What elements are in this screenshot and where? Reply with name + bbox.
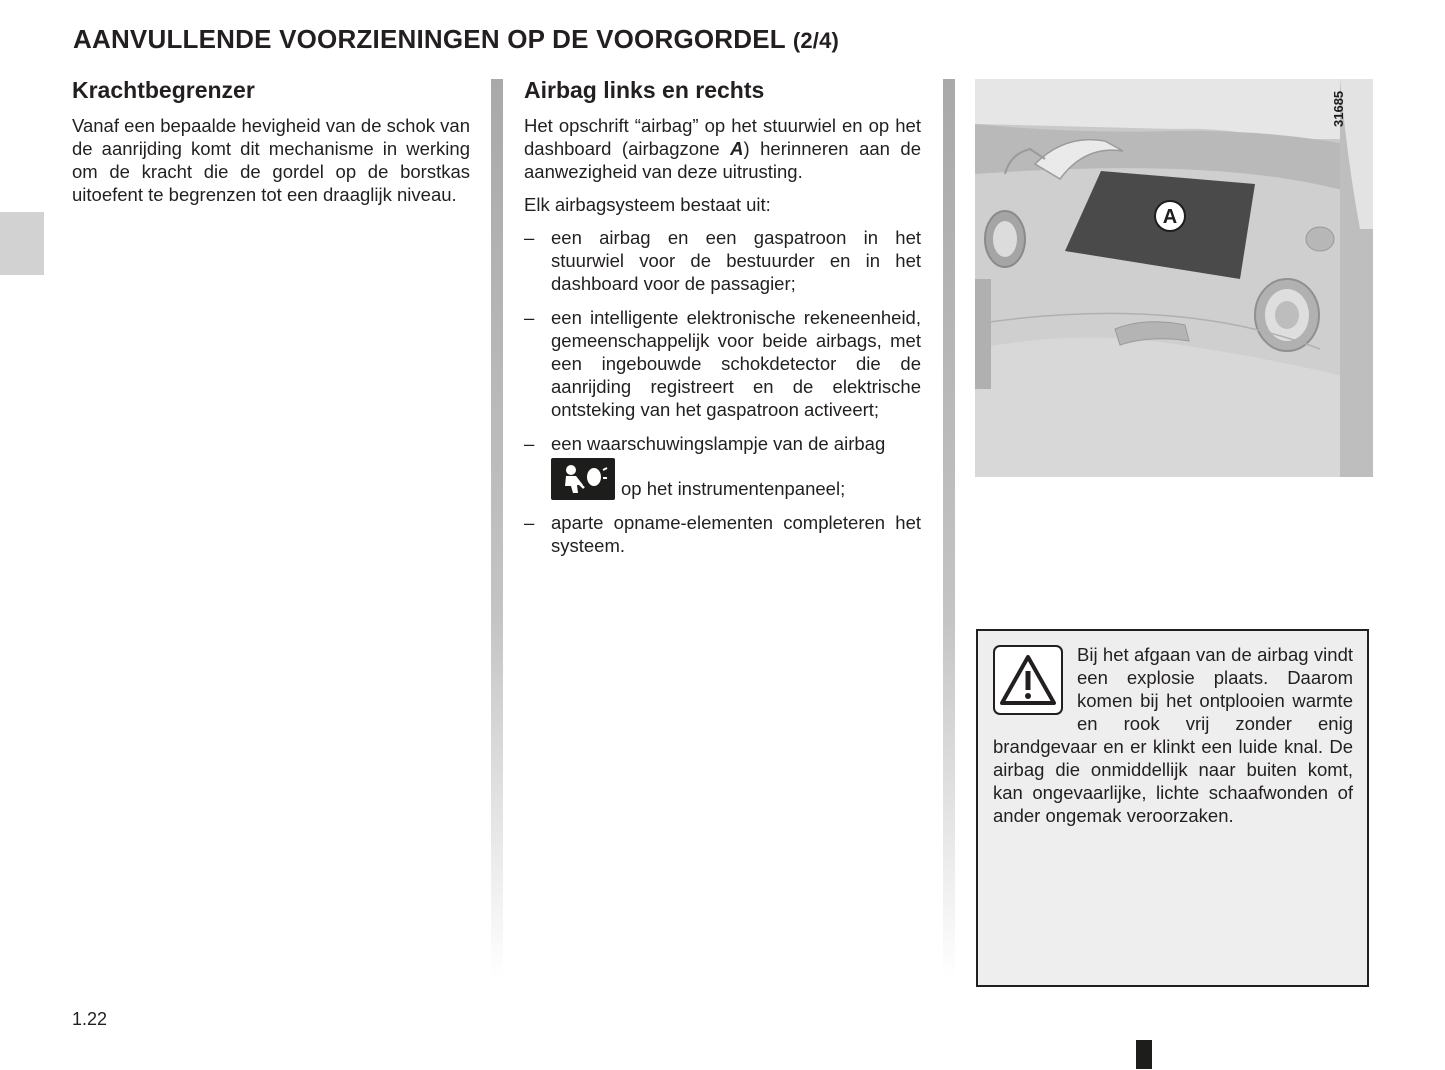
list-item-text: een airbag en een gaspatroon in het stuurwiel voor de bestuurder en in het dashboard voor de passagier; (551, 227, 921, 294)
page-title-part-indicator: (2/4) (792, 28, 840, 53)
airbag-warning-light-icon (551, 458, 615, 500)
illustration-reference-number: 31685 (1331, 90, 1346, 127)
airbag-zone-reference: A (730, 138, 744, 159)
dash-bullet: – (524, 227, 535, 248)
list-item (524, 511, 921, 557)
dash-bullet: – (524, 433, 535, 454)
list-item (524, 226, 921, 295)
dash-bullet: – (524, 307, 535, 328)
force-limiter-heading: Krachtbegrenzer (72, 77, 255, 103)
list-item-text: aparte opname-elementen completeren het systeem. (551, 512, 921, 556)
airbag-system-intro: Elk airbagsysteem bestaat uit: (524, 194, 771, 215)
airbag-heading: Airbag links en rechts (524, 77, 765, 103)
section-end-marker (1136, 1040, 1152, 1069)
warning-triangle-icon (993, 645, 1063, 715)
force-limiter-body: Vanaf een bepaalde hevigheid van de schok van de aanrijding komt dit mechanisme in werking om de kracht die de gordel op de borstkas uitoefent te begrenzen tot een draaglijk niveau. (72, 115, 470, 205)
column-divider-right (943, 79, 955, 979)
airbag-intro-part2: ) herinneren aan de aanwezigheid van deze uitrusting. (524, 138, 921, 182)
airbag-component-list (524, 226, 921, 557)
chapter-side-tab (0, 212, 44, 275)
warning-box (976, 629, 1369, 987)
airbag-intro (524, 114, 921, 183)
list-item (524, 432, 921, 500)
list-item-text: een waarschuwingslampje van de airbag (551, 433, 886, 454)
page-number: 1.22 (72, 1009, 108, 1029)
column-divider-left (491, 79, 503, 979)
warning-text: Bij het afgaan van de airbag vindt een explosie plaats. Daarom komen bij het ontplooien warmte en rook vrij zonder enig brandgevaar en er klinkt een luide knal. De airbag die onmiddellijk naar buiten komt, kan ongevaarlijke, lichte schaafwonden of ander ongemak veroorzaken. (993, 644, 1353, 826)
airbag-zone-label: A (1162, 206, 1178, 228)
dash-bullet: – (524, 512, 535, 533)
force-limiter-section (72, 74, 470, 206)
airbag-section (524, 74, 921, 568)
dashboard-airbag-illustration (975, 79, 1373, 477)
page-title-main: AANVULLENDE VOORZIENINGEN OP DE VOORGORDEL (73, 24, 786, 54)
airbag-warning-light-row (551, 458, 921, 500)
list-item-text-continued: op het instrumentenpaneel; (621, 478, 846, 499)
page-title (73, 24, 839, 55)
list-item (524, 306, 921, 421)
airbag-intro-part1: Het opschrift “airbag” op het stuurwiel en op het dashboard (airbagzone (524, 115, 921, 159)
list-item-text: een intelligente elektronische rekeneenheid, gemeenschappelijk voor beide airbags, met een ingebouwde schokdetector die de aanrijding registreert en de elektrische ontsteking van het gaspatroon activeert; (551, 307, 921, 420)
